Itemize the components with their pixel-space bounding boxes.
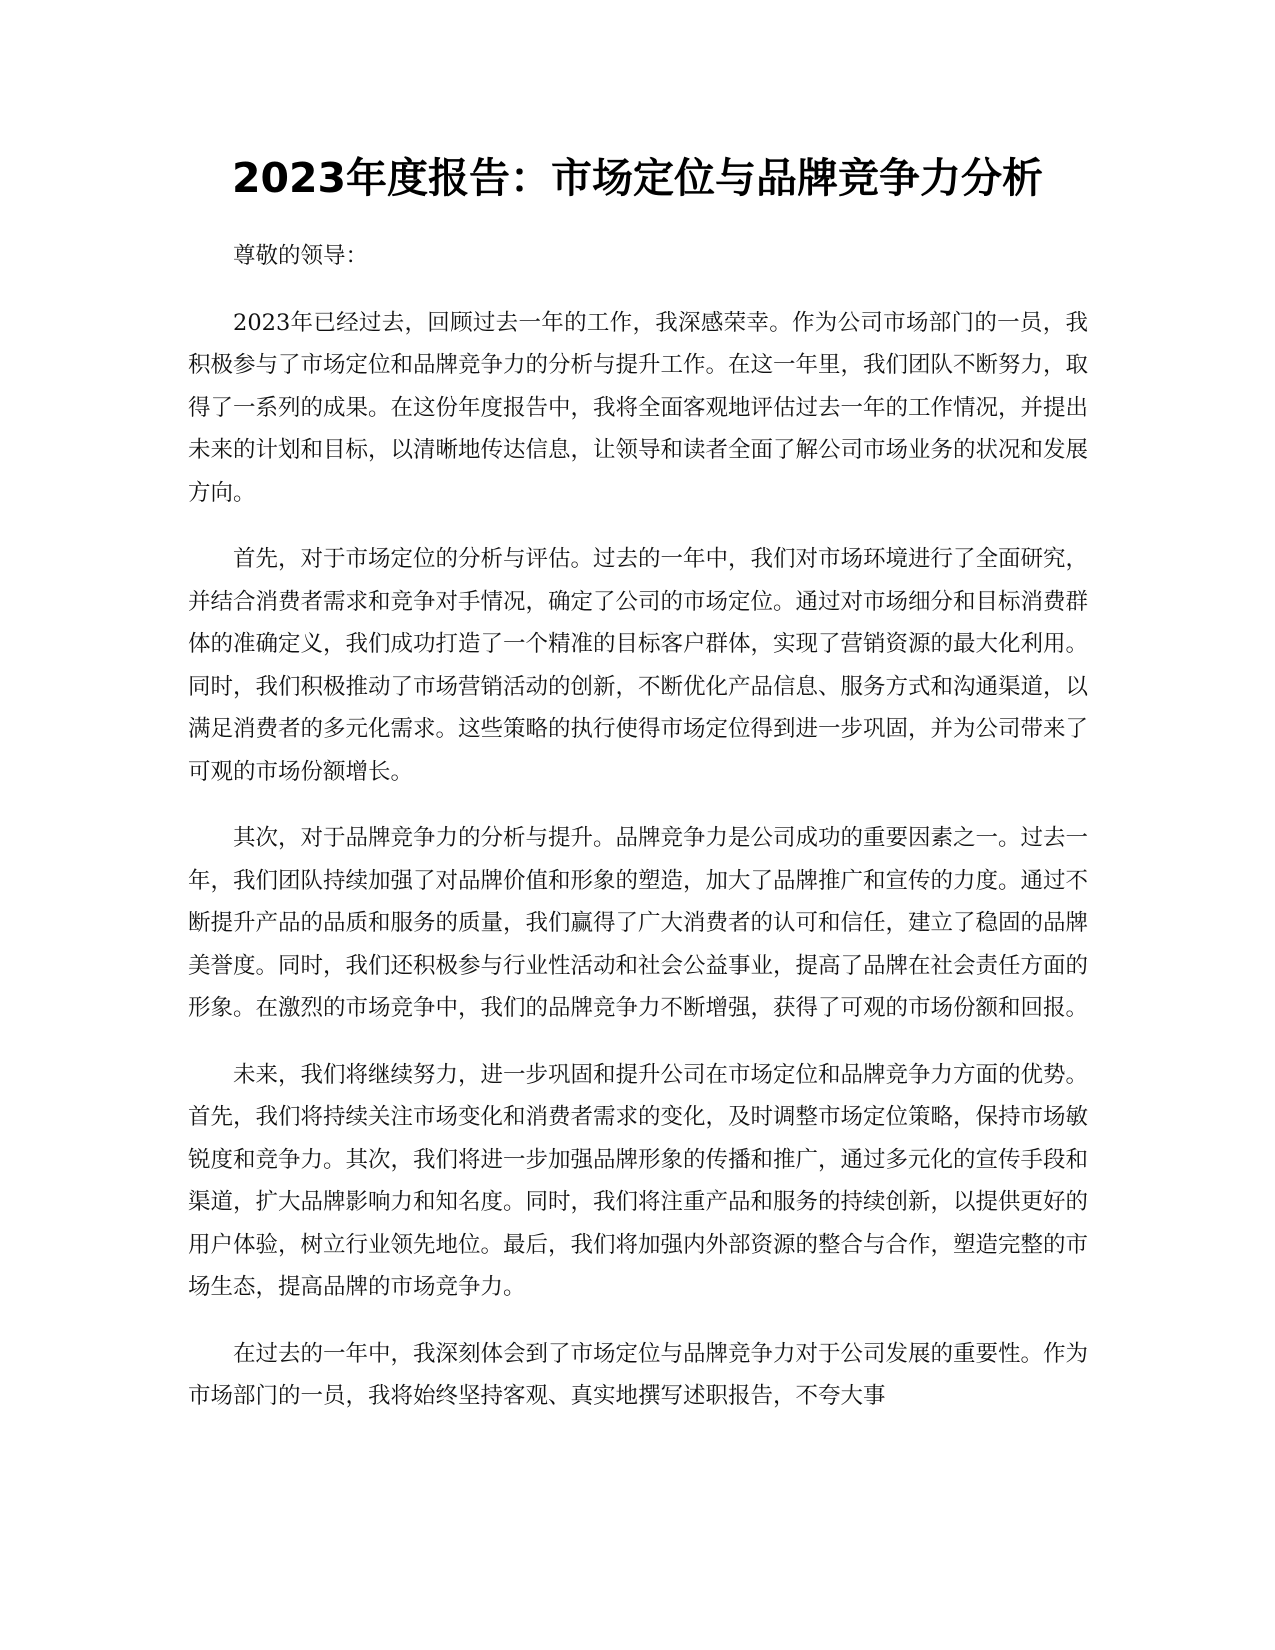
paragraph-brand-competitiveness: 其次，对于品牌竞争力的分析与提升。品牌竞争力是公司成功的重要因素之一。过去一年，我们团队持续加强了对品牌价值和形象的塑造，加大了品牌推广和宣传的力度。通过不断提升产品的品质和服务的质量，我们赢得了广大消费者的认可和信任，建立了稳固的品牌美誉度。同时，我们还积极参与行业性活动和社会公益事业，提高了品牌在社会责任方面的形象。在激烈的市场竞争中，我们的品牌竞争力不断增强，获得了可观的市场份额和回报。 xyxy=(188,825,1089,1021)
paragraph-intro: 2023年已经过去，回顾过去一年的工作，我深感荣幸。作为公司市场部门的一员，我积极参与了市场定位和品牌竞争力的分析与提升工作。在这一年里，我们团队不断努力，取得了一系列的成果。在这份年度报告中，我将全面客观地评估过去一年的工作情况，并提出未来的计划和目标，以清晰地传达信息，让领导和读者全面了解公司市场业务的状况和发展方向。 xyxy=(188,309,1089,506)
document-body xyxy=(188,235,1088,1442)
salutation: 尊敬的领导： xyxy=(233,243,369,269)
paragraph-market-positioning: 首先，对于市场定位的分析与评估。过去的一年中，我们对市场环境进行了全面研究，并结合消费者需求和竞争对手情况，确定了公司的市场定位。通过对市场细分和目标消费群体的准确定义，我们成功打造了一个精准的目标客户群体，实现了营销资源的最大化利用。同时，我们积极推动了市场营销活动的创新，不断优化产品信息、服务方式和沟通渠道，以满足消费者的多元化需求。这些策略的执行使得市场定位得到进一步巩固，并为公司带来了可观的市场份额增长。 xyxy=(188,546,1089,785)
paragraph-reflection: 在过去的一年中，我深刻体会到了市场定位与品牌竞争力对于公司发展的重要性。作为市场部门的一员，我将始终坚持客观、真实地撰写述职报告，不夸大事 xyxy=(188,1340,1089,1409)
paragraph-future-plans: 未来，我们将继续努力，进一步巩固和提升公司在市场定位和品牌竞争力方面的优势。首先，我们将持续关注市场变化和消费者需求的变化，及时调整市场定位策略，保持市场敏锐度和竞争力。其次，我们将进一步加强品牌形象的传播和推广，通过多元化的宣传手段和渠道，扩大品牌影响力和知名度。同时，我们将注重产品和服务的持续创新，以提供更好的用户体验，树立行业领先地位。最后，我们将加强内外部资源的整合与合作，塑造完整的市场生态，提高品牌的市场竞争力。 xyxy=(188,1061,1089,1300)
document-title: 2023年度报告：市场定位与品牌竞争力分析 xyxy=(231,154,1044,202)
